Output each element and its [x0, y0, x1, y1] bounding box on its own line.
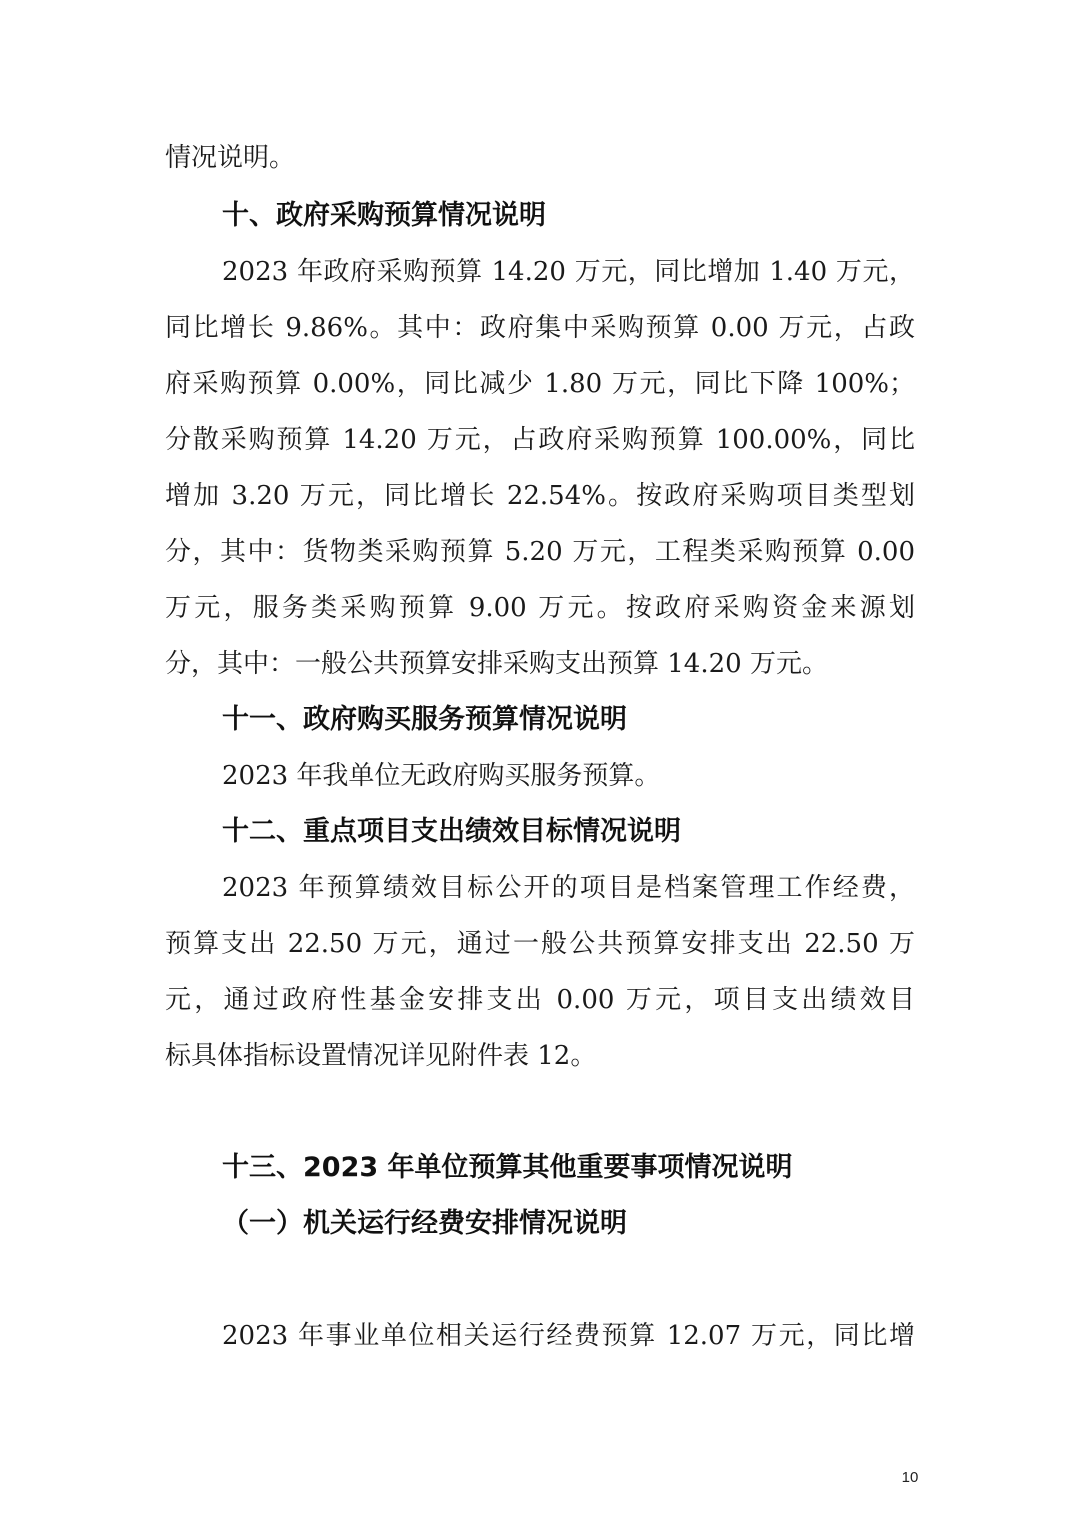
paragraph-line: 元，通过政府性基金安排支出 0.00 万元，项目支出绩效目 [165, 985, 915, 1015]
paragraph-line: 分，其中：一般公共预算安排采购支出预算 14.20 万元。 [165, 649, 828, 679]
paragraph-line: 万元，服务类采购预算 9.00 万元。按政府采购资金来源划 [165, 593, 915, 623]
paragraph-line: 分散采购预算 14.20 万元，占政府采购预算 100.00%，同比 [165, 425, 915, 455]
section-heading-10: 十、政府采购预算情况说明 [222, 200, 546, 231]
paragraph-line: 2023 年政府采购预算 14.20 万元，同比增加 1.40 万元， [222, 257, 915, 287]
page-number: 10 [901, 1469, 919, 1486]
paragraph-line: 2023 年事业单位相关运行经费预算 12.07 万元，同比增 [222, 1321, 915, 1351]
paragraph-line: 2023 年预算绩效目标公开的项目是档案管理工作经费， [222, 873, 915, 903]
paragraph-line: 2023 年我单位无政府购买服务预算。 [222, 761, 661, 791]
subsection-heading-1: （一）机关运行经费安排情况说明 [222, 1208, 627, 1239]
paragraph-line: 情况说明。 [165, 143, 296, 173]
paragraph-line: 标具体指标设置情况详见附件表 12。 [165, 1041, 597, 1071]
section-heading-13: 十三、2023 年单位预算其他重要事项情况说明 [222, 1152, 793, 1183]
section-heading-12: 十二、重点项目支出绩效目标情况说明 [222, 816, 681, 847]
section-heading-11: 十一、政府购买服务预算情况说明 [222, 704, 627, 735]
paragraph-line: 同比增长 9.86%。其中：政府集中采购预算 0.00 万元，占政 [165, 313, 915, 343]
paragraph-line: 府采购预算 0.00%，同比减少 1.80 万元，同比下降 100%； [165, 369, 915, 399]
paragraph-line: 分，其中：货物类采购预算 5.20 万元，工程类采购预算 0.00 [165, 537, 915, 567]
paragraph-line: 增加 3.20 万元，同比增长 22.54%。按政府采购项目类型划 [165, 481, 915, 511]
paragraph-line: 预算支出 22.50 万元，通过一般公共预算安排支出 22.50 万 [165, 929, 915, 959]
